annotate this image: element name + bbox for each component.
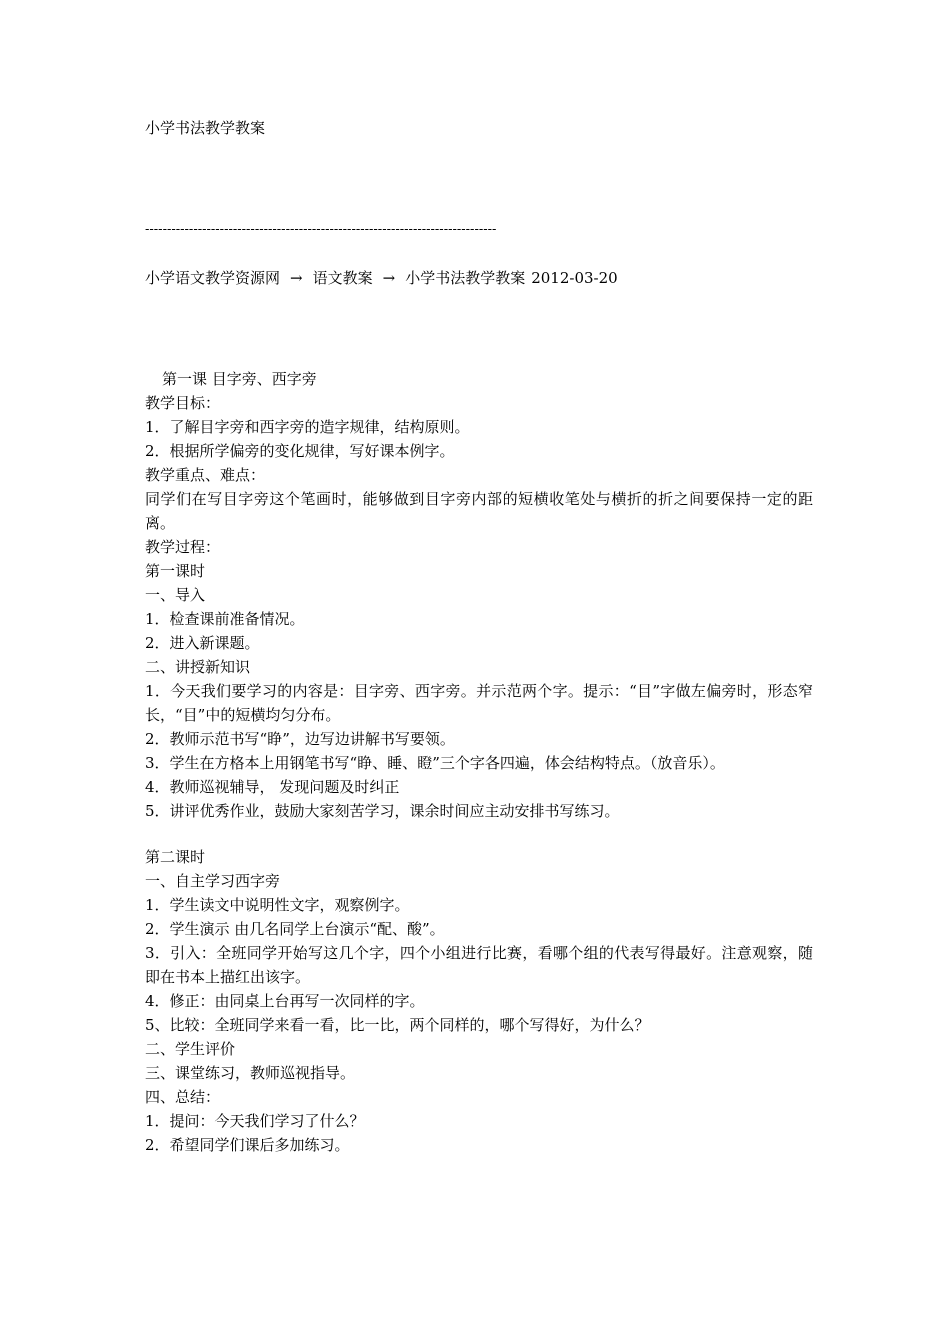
text-line: 3．学生在方格本上用钢笔书写“睁、睡、瞪”三个字各四遍，体会结构特点。（放音乐）。: [145, 754, 725, 772]
breadcrumb-site[interactable]: 小学语文教学资源网: [145, 269, 281, 287]
text-line: 1．学生读文中说明性文字，观察例字。: [145, 896, 410, 914]
text-line: 四、总结：: [145, 1088, 221, 1106]
text-line: 4．教师巡视辅导， 发现问题及时纠正: [145, 778, 400, 796]
paragraph-gap: [145, 823, 813, 845]
text-line: 3．引入：全班同学开始写这几个字，四个小组进行比赛，看哪个组的代表写得最好。注意观察，随即在书本上描红出该字。: [145, 944, 813, 986]
text-line: 1．提问：今天我们学习了什么？: [145, 1112, 365, 1130]
text-line: 第二课时: [145, 848, 206, 866]
breadcrumb-current-page: 小学书法教学教案: [405, 269, 526, 287]
text-line: 2．教师示范书写“睁”，边写边讲解书写要领。: [145, 730, 455, 748]
lesson-heading: 第一课 目字旁、西字旁: [162, 370, 317, 388]
publish-date: 2012-03-20: [531, 269, 618, 287]
text-line: 二、学生评价: [145, 1040, 236, 1058]
text-line: 5、比较：全班同学来看一看，比一比，两个同样的，哪个写得好，为什么？: [145, 1016, 650, 1034]
text-line: 教学重点、难点：: [145, 466, 266, 484]
document-title: 小学书法教学教案: [145, 119, 266, 137]
lesson-part-2: [145, 845, 813, 1157]
text-line: 教学目标：: [145, 394, 221, 412]
text-line: 一、自主学习西字旁: [145, 872, 281, 890]
text-line: 2．学生演示 由几名同学上台演示“配、酸”。: [145, 920, 445, 938]
text-line: 第一课时: [145, 562, 206, 580]
divider-line: --------------------------------------------------------------------------------: [145, 222, 497, 237]
text-line: 1．检查课前准备情况。: [145, 610, 305, 628]
text-line: 1．今天我们要学习的内容是：目字旁、西字旁。并示范两个字。提示：“目”字做左偏旁时，形态窄长，“目”中的短横均匀分布。: [145, 682, 813, 724]
text-line: 2．希望同学们课后多加练习。: [145, 1136, 350, 1154]
text-line: 同学们在写目字旁这个笔画时，能够做到目字旁内部的短横收笔处与横折的折之间要保持一定的距离。: [145, 490, 813, 532]
breadcrumb: [145, 268, 618, 288]
text-line: 4．修正：由同桌上台再写一次同样的字。: [145, 992, 425, 1010]
text-line: 1．了解目字旁和西字旁的造字规律，结构原则。: [145, 418, 470, 436]
breadcrumb-category[interactable]: 语文教案: [312, 269, 373, 287]
text-line: 5．讲评优秀作业，鼓励大家刻苦学习，课余时间应主动安排书写练习。: [145, 802, 620, 820]
lesson-content: [145, 367, 813, 1157]
text-line: 2．进入新课题。: [145, 634, 260, 652]
text-line: 教学过程：: [145, 538, 221, 556]
lesson-part-1: [145, 391, 813, 823]
breadcrumb-arrow-icon: →: [382, 269, 396, 287]
text-line: 三、课堂练习，教师巡视指导。: [145, 1064, 356, 1082]
text-line: 2．根据所学偏旁的变化规律，写好课本例字。: [145, 442, 455, 460]
text-line: 一、导入: [145, 586, 206, 604]
breadcrumb-arrow-icon: →: [290, 269, 303, 287]
text-line: 二、讲授新知识: [145, 658, 251, 676]
